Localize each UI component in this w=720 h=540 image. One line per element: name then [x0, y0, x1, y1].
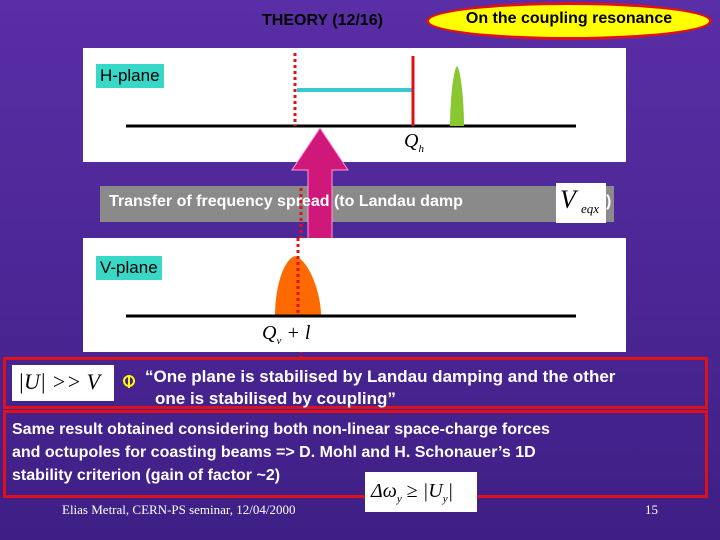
quote-line-1: “One plane is stabilised by Landau damping and the other: [145, 367, 616, 386]
bullet-icon: [122, 375, 136, 389]
condition-formula-box: [12, 365, 114, 401]
page-number: 15: [645, 502, 658, 517]
resonance-title: On the coupling resonance: [465, 10, 673, 27]
stability-formula-box: $\Delta\omega_y \ge |U_y|$: [365, 472, 477, 512]
quote-text: [145, 366, 705, 410]
stability-line-1: Same result obtained considering both non-linear space-charge forces: [12, 421, 550, 438]
v-plane-tune-label: $Q_v + l$: [262, 322, 311, 347]
h-plane-diagram: [83, 48, 626, 162]
transfer-close-paren: ): [606, 193, 612, 210]
footer-author: Elias Metral, CERN-PS seminar, 12/04/2000: [62, 502, 296, 517]
v-plane-diagram: [83, 238, 626, 352]
stability-text: [12, 418, 708, 487]
stability-line-3: stability criterion (gain of factor ~2): [12, 467, 281, 484]
transfer-text: Transfer of frequency spread (to Landau damp: [109, 193, 463, 210]
h-plane-label: H-plane: [96, 64, 164, 88]
h-plane-tune-label: $Q_h$: [404, 130, 424, 155]
v-plane-label: V-plane: [96, 256, 162, 280]
quote-line-2: one is stabilised by coupling”: [155, 389, 396, 408]
veqx-formula: V eqx: [556, 183, 606, 223]
v-plane-dashed-line: [294, 238, 304, 318]
h-plane-spread-shape: [450, 66, 464, 126]
condition-formula: |U| >> V: [18, 369, 101, 394]
stability-line-2: and octupoles for coasting beams => D. Mohl and H. Schonauer’s 1D: [12, 444, 536, 461]
slide-title: THEORY (12/16): [262, 12, 383, 29]
